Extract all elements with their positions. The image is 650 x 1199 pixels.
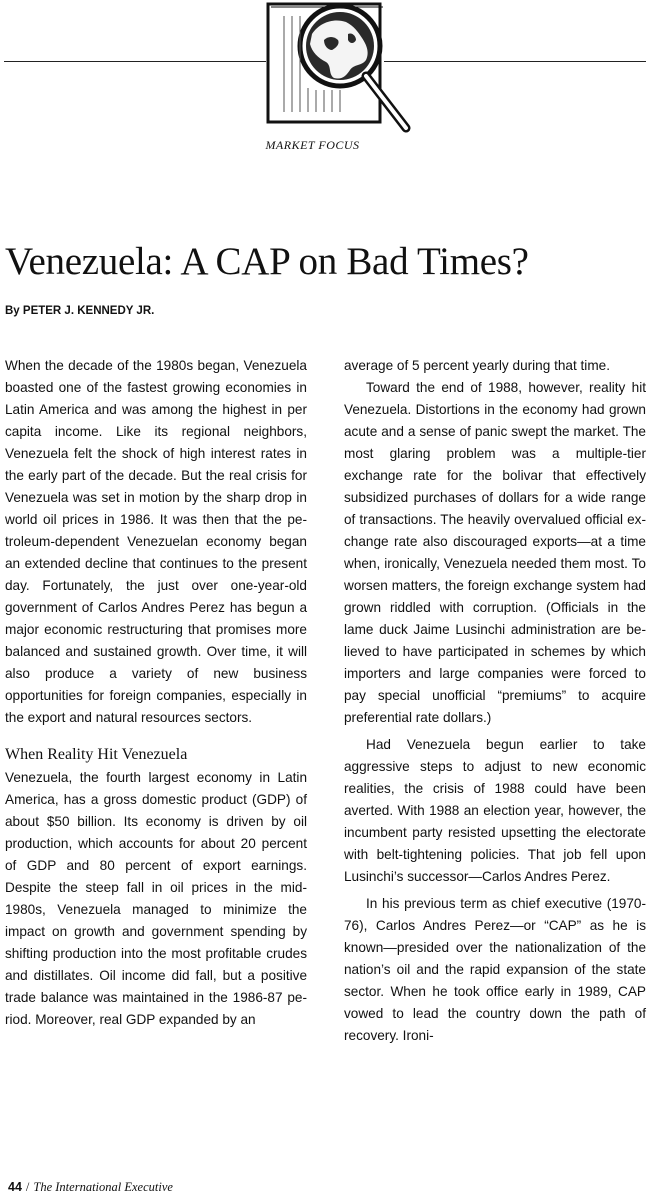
paragraph: Had Venezuela begun earlier to take aggressive steps to adjust to new economic realities, the crisis of 1988 could have been averted. With 1988 an election year, however, the incumbent party resisted upsetting the electorate with belt-tightening policies. That job fell upon Lusinchi’s successor—Carlos Andres Perez. — [344, 737, 646, 884]
paragraph: When the decade of the 1980s began, Venezuela boasted one of the fastest growing economies in Latin America and was among the highest in per capita income. Like its regional neighbors, Venezuela felt the shock of high interest rates in the early part of the decade. But the real crisis for Venezuela was set in motion by the sharp drop in world oil prices in 1986. It was then that the petroleum-dependent Venezuelan economy began an extended decline that continues to the present day. Fortunately, the just over one-year-old government of Carlos Andres Perez has begun a major economic restructuring that promises more balanced and sustained growth. Over time, it will also produce a variety of new business opportunities for foreign companies, especially in the export and natural resources sectors. — [5, 358, 307, 725]
paragraph: average of 5 percent yearly during that time. — [344, 358, 610, 373]
header-rule-left — [4, 61, 266, 62]
section-heading: When Reality Hit Venezuela — [5, 746, 188, 763]
article-column-right — [344, 355, 646, 1047]
header-rule-right — [384, 61, 646, 62]
article-column-left — [5, 355, 307, 1031]
article-title: Venezuela: A CAP on Bad Times? — [5, 240, 529, 283]
page-footer — [8, 1180, 173, 1195]
globe-magnifier-logo — [262, 0, 412, 136]
paragraph: Toward the end of 1988, however, reality hit Venezuela. Distortions in the economy had grown acute and a sense of panic swept the market. The most glaring problem was a multiple-tier exchange rate for the bolivar that effectively subsidized purchases of dollars for a wide range of transactions. The heavily overvalued official exchange rate also discouraged exports—at a time when, ironically, Venezuela needed them most. To worsen matters, the foreign exchange system had grown riddled with corruption. (Officials in the lame duck Jaime Lusinchi administration are believed to have participated in schemes by which importers and large companies were forced to pay special unofficial “premiums” to acquire preferential rate dollars.) — [344, 380, 646, 725]
paragraph: In his previous term as chief executive (1970-76), Carlos Andres Perez—or “CAP” as he is known—presided over the nationalization of the nation’s oil and the rapid expansion of the state sector. When he took office early in 1989, CAP vowed to lead the country down the path of recovery. Ironi- — [344, 896, 646, 1043]
section-label: MARKET FOCUS — [265, 138, 360, 152]
footer-separator: / — [25, 1180, 30, 1194]
byline: By PETER J. KENNEDY JR. — [5, 305, 155, 317]
paragraph: Venezuela, the fourth largest economy in Latin America, has a gross domestic product (GDP) of about $50 billion. Its economy is driven by oil production, which accounts for about 20 percent of GDP and 80 percent of export earnings. Despite the steep fall in oil prices in the mid-1980s, Venezuela managed to minimize the impact on growth and government spending by shifting production into the most profitable crudes and distillates. Oil income did fall, but a positive trade balance was maintained in the 1986-87 period. Moreover, real GDP expanded by an — [5, 770, 307, 1027]
page-number: 44 — [8, 1180, 22, 1194]
publication-name: The International Executive — [33, 1180, 173, 1194]
